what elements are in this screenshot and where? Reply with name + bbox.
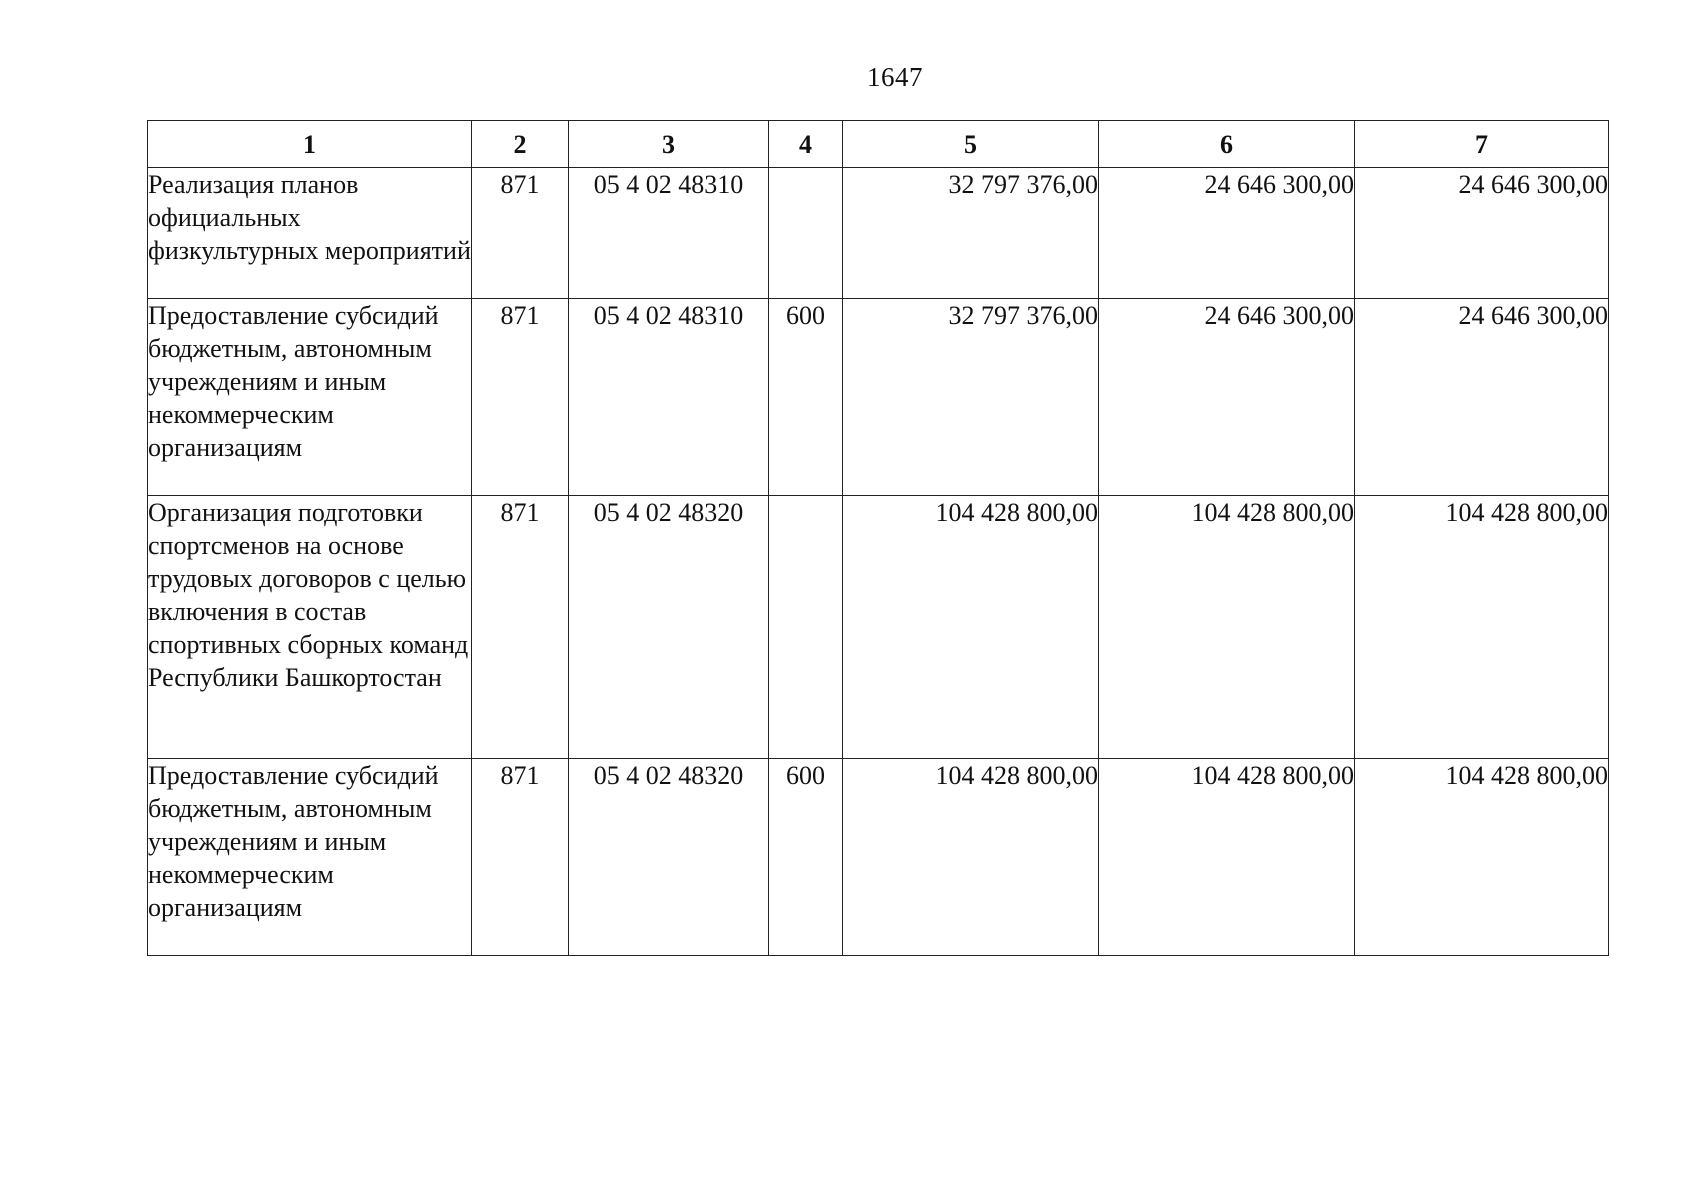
amount-cell: 104 428 800,00 xyxy=(1355,759,1609,956)
item-name-cell: Организация подготовки спортсменов на основе трудовых договоров с целью включения в состав спортивных сборных команд Республики Башкортостан xyxy=(148,496,472,759)
amount-cell: 32 797 376,00 xyxy=(843,299,1099,496)
amount-cell: 24 646 300,00 xyxy=(1355,168,1609,299)
header-cell: 6 xyxy=(1099,121,1355,168)
amount-cell: 104 428 800,00 xyxy=(1099,759,1355,956)
amount-cell: 32 797 376,00 xyxy=(843,168,1099,299)
department-code-cell: 871 xyxy=(472,168,569,299)
header-cell: 5 xyxy=(843,121,1099,168)
page-number: 1647 xyxy=(867,62,923,92)
table-row xyxy=(148,299,1609,496)
amount-cell: 104 428 800,00 xyxy=(843,496,1099,759)
expense-type-cell: 600 xyxy=(769,299,843,496)
amount-cell: 24 646 300,00 xyxy=(1355,299,1609,496)
header-cell: 2 xyxy=(472,121,569,168)
header-cell: 7 xyxy=(1355,121,1609,168)
department-code-cell: 871 xyxy=(472,496,569,759)
budget-table xyxy=(147,120,1609,956)
table-row xyxy=(148,759,1609,956)
target-article-cell: 05 4 02 48310 xyxy=(569,168,769,299)
expense-type-cell xyxy=(769,168,843,299)
table-row xyxy=(148,168,1609,299)
target-article-cell: 05 4 02 48310 xyxy=(569,299,769,496)
header-cell: 3 xyxy=(569,121,769,168)
header-cell: 4 xyxy=(769,121,843,168)
department-code-cell: 871 xyxy=(472,759,569,956)
amount-cell: 104 428 800,00 xyxy=(1355,496,1609,759)
expense-type-cell xyxy=(769,496,843,759)
expense-type-cell: 600 xyxy=(769,759,843,956)
target-article-cell: 05 4 02 48320 xyxy=(569,496,769,759)
header-cell: 1 xyxy=(148,121,472,168)
department-code-cell: 871 xyxy=(472,299,569,496)
item-name-cell: Реализация планов официальных физкультурных мероприятий xyxy=(148,168,472,299)
amount-cell: 24 646 300,00 xyxy=(1099,299,1355,496)
item-name-cell: Предоставление субсидий бюджетным, автономным учреждениям и иным некоммерческим организациям xyxy=(148,299,472,496)
header-row xyxy=(148,121,1609,168)
amount-cell: 24 646 300,00 xyxy=(1099,168,1355,299)
item-name-cell: Предоставление субсидий бюджетным, автономным учреждениям и иным некоммерческим организациям xyxy=(148,759,472,956)
target-article-cell: 05 4 02 48320 xyxy=(569,759,769,956)
amount-cell: 104 428 800,00 xyxy=(1099,496,1355,759)
amount-cell: 104 428 800,00 xyxy=(843,759,1099,956)
table-row xyxy=(148,496,1609,759)
